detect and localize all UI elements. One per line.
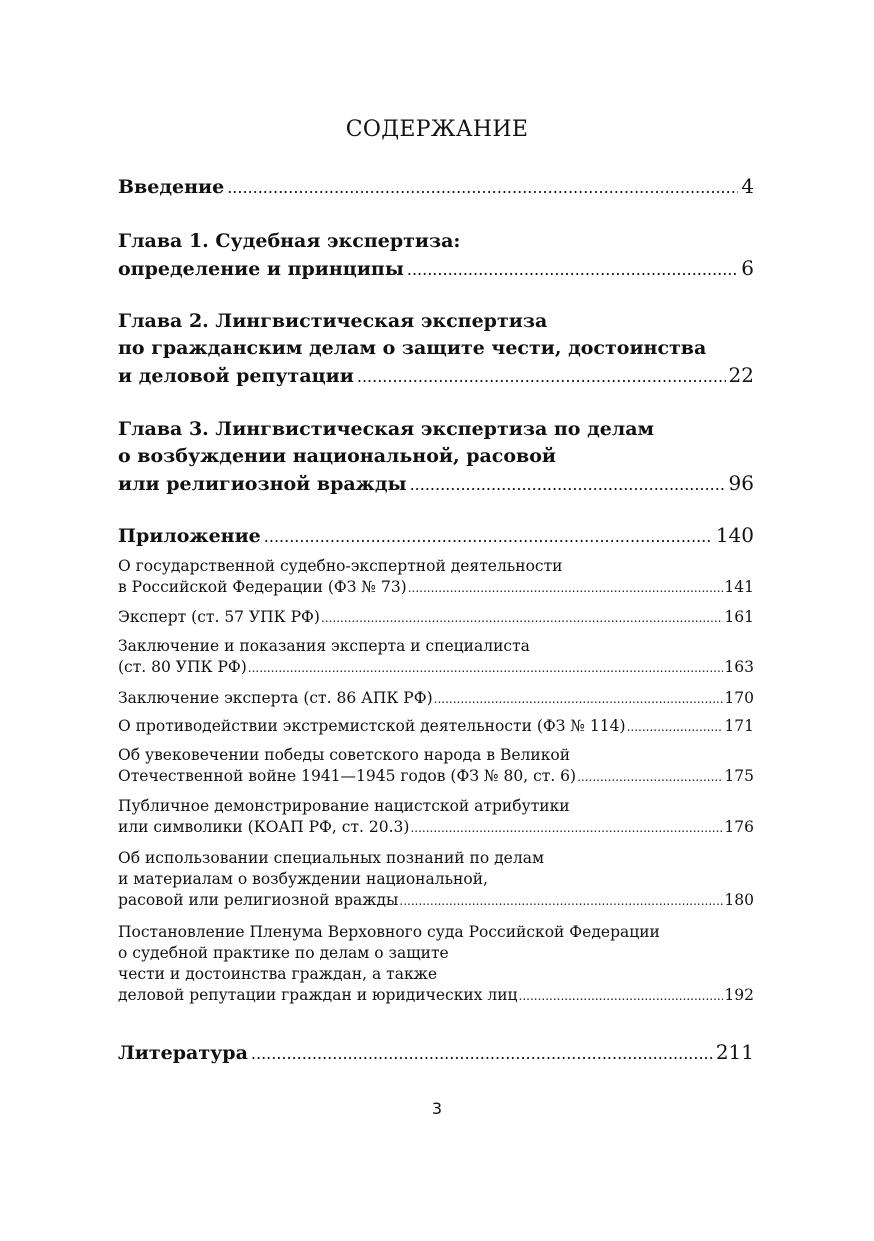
toc-subentry[interactable]	[118, 848, 754, 912]
dot-leader	[248, 658, 724, 679]
dot-leader	[519, 986, 724, 1007]
dot-leader	[227, 174, 738, 201]
dot-leader	[264, 523, 713, 550]
dot-leader	[357, 363, 726, 390]
toc-subentry-title: в Российской Федерации (ФЗ № 73)	[118, 578, 407, 596]
toc-page-number: 4	[741, 174, 754, 198]
toc-entry-title: о возбуждении национальной, расовой	[118, 445, 557, 467]
toc-subentry-title: Постановление Пленума Верховного суда Российской Федерации	[118, 923, 660, 941]
dot-leader	[434, 689, 724, 710]
dot-leader	[321, 608, 723, 629]
toc-subentry[interactable]	[118, 745, 754, 788]
toc-entry-title: по гражданским делам о защите чести, достоинства	[118, 337, 707, 359]
toc-page-number: 6	[741, 256, 754, 280]
toc-subentry-title: Об увековечении победы советского народа в Великой	[118, 746, 571, 764]
toc-subentry[interactable]	[118, 556, 754, 599]
dot-leader	[627, 717, 724, 738]
toc-entry-title: Глава 1. Судебная экспертиза:	[118, 230, 461, 252]
toc-entry-appendix[interactable]	[118, 522, 754, 550]
dot-leader	[251, 1040, 713, 1067]
dot-leader	[399, 891, 723, 912]
toc-subentry-title: расовой или религиозной вражды	[118, 891, 399, 909]
toc-subentry-title: Заключение и показания эксперта и специалиста	[118, 637, 530, 655]
toc-page-number: 180	[724, 891, 754, 909]
dot-leader	[407, 256, 738, 283]
toc-subentry-title: или символики (КОАП РФ, ст. 20.3)	[118, 818, 410, 836]
toc-subentry-title: О противодействии экстремистской деятельности (ФЗ № 114)	[118, 717, 626, 735]
toc-page-number: 176	[724, 818, 754, 836]
toc-page-number: 171	[724, 717, 754, 735]
toc-page-number: 140	[715, 523, 754, 547]
toc-page-number: 22	[728, 363, 754, 387]
toc-entry-introduction[interactable]	[118, 173, 754, 201]
toc-subentry-title: О государственной судебно-экспертной деятельности	[118, 557, 563, 575]
toc-subentry-title: (ст. 80 УПК РФ)	[118, 658, 247, 676]
toc-subentry-title: деловой репутации граждан и юридических лиц	[118, 986, 518, 1004]
toc-entry-chapter-1[interactable]	[118, 228, 754, 283]
toc-page-number: 96	[728, 471, 754, 495]
toc-subentry[interactable]	[118, 636, 754, 679]
toc-subentry-title: Отечественной войне 1941—1945 годов (ФЗ № 80, ст. 6)	[118, 767, 577, 785]
toc-entry-chapter-2[interactable]	[118, 308, 754, 390]
toc-subentry[interactable]	[118, 688, 754, 710]
toc-subentry-title: чести и достоинства граждан, а также	[118, 965, 438, 983]
toc-subentry-title: Заключение эксперта (ст. 86 АПК РФ)	[118, 689, 433, 707]
toc-entry-title: определение и принципы	[118, 258, 404, 280]
toc-entry-title: или религиозной вражды	[118, 473, 407, 495]
toc-subentry-title: Об использовании специальных познаний по делам	[118, 849, 545, 867]
toc-page-number: 211	[715, 1040, 754, 1064]
dot-leader	[577, 767, 723, 788]
toc-subentry-title: Публичное демонстрирование нацистской атрибутики	[118, 797, 570, 815]
dot-leader	[408, 578, 724, 599]
toc-subentry[interactable]	[118, 716, 754, 738]
toc-subentry-title: и материалам о возбуждении национальной,	[118, 870, 488, 888]
toc-page-number: 161	[724, 608, 754, 626]
toc-subentry[interactable]	[118, 922, 754, 1007]
toc-page-number: 192	[724, 986, 754, 1004]
toc-entry-title: Приложение	[118, 525, 261, 547]
toc-subentry-title: о судебной практике по делам о защите	[118, 944, 449, 962]
toc-subentry[interactable]	[118, 607, 754, 629]
dot-leader	[410, 471, 726, 498]
toc-subentry[interactable]	[118, 796, 754, 839]
toc-entry-chapter-3[interactable]	[118, 416, 754, 498]
toc-entry-literature[interactable]	[118, 1039, 754, 1067]
toc-entry-title: и деловой репутации	[118, 365, 354, 387]
toc-entry-title: Глава 3. Лингвистическая экспертиза по делам	[118, 418, 655, 440]
toc-page-number: 141	[724, 578, 754, 596]
toc-page-number: 170	[724, 689, 754, 707]
toc-page-number: 163	[724, 658, 754, 676]
dot-leader	[410, 818, 723, 839]
toc-subentry-title: Эксперт (ст. 57 УПК РФ)	[118, 608, 320, 626]
page-number: 3	[431, 1099, 443, 1118]
toc-entry-title: Литература	[118, 1042, 248, 1064]
toc-page-number: 175	[724, 767, 754, 785]
toc-entry-title: Введение	[118, 176, 225, 198]
page-title: СОДЕРЖАНИЕ	[345, 117, 529, 142]
toc-entry-title: Глава 2. Лингвистическая экспертиза	[118, 310, 548, 332]
